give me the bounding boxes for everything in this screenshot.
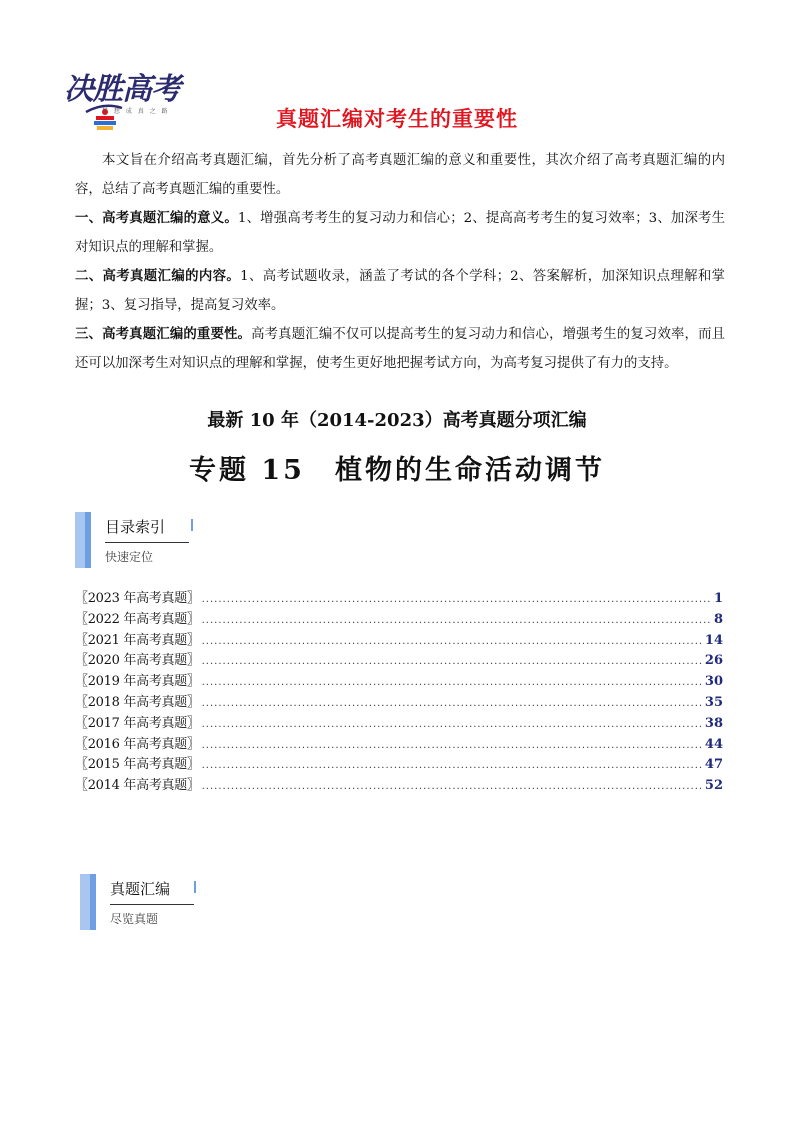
toc-entry[interactable] <box>75 755 723 776</box>
toc-entry-page: 38 <box>704 715 723 731</box>
toc-entry-label: 〖2014 年高考真题〗 <box>75 778 200 794</box>
toc-heading: 目录索引 <box>105 518 166 536</box>
page-title: 真题汇编对考生的重要性 <box>276 107 518 131</box>
toc-entry-label: 〖2016 年高考真题〗 <box>75 736 200 752</box>
toc-leader <box>202 632 703 653</box>
toc-leader <box>202 611 712 632</box>
toc-entry-label: 〖2018 年高考真题〗 <box>75 694 200 710</box>
toc-leader <box>202 694 703 715</box>
toc-entry-label: 〖2019 年高考真题〗 <box>75 674 200 690</box>
intro-item-1 <box>75 204 725 262</box>
intro-item-3 <box>75 320 725 378</box>
collection-subtitle: 最新 10 年（2014-2023）高考真题分项汇编 <box>207 410 587 431</box>
heading-mark-icon <box>191 519 193 531</box>
toc-entry-page: 47 <box>704 757 723 773</box>
toc-entry-page: 52 <box>704 778 723 794</box>
intro-paragraph: 本文旨在介绍高考真题汇编，首先分析了高考真题汇编的意义和重要性，其次介绍了高考真题汇编的内容，总结了高考真题汇编的重要性。 <box>75 153 725 197</box>
toc-entry-label: 〖2023 年高考真题〗 <box>75 591 200 606</box>
toc-entry-label: 〖2017 年高考真题〗 <box>75 715 200 731</box>
toc-entry-label: 〖2015 年高考真题〗 <box>75 757 200 773</box>
toc-section-header <box>75 512 215 568</box>
intro-item-2-text: 1、高考试题收录，涵盖了考试的各个学科；2、答案解析，加深知识点理解和掌握；3、复习指导，提高复习效率。 <box>75 269 725 313</box>
topic-name: 植物的生命活动调节 <box>334 455 605 486</box>
toc-entry-label: 〖2020 年高考真题〗 <box>75 653 200 669</box>
accent-bar-inner <box>90 874 96 930</box>
toc-leader <box>202 590 712 611</box>
toc-leader <box>202 652 703 673</box>
toc-entry-page: 35 <box>704 694 723 710</box>
toc-entry[interactable] <box>75 672 723 693</box>
toc-entry-label: 〖2022 年高考真题〗 <box>75 611 200 627</box>
toc-entry[interactable] <box>75 776 723 797</box>
intro-item-2 <box>75 262 725 320</box>
toc-entry-page: 8 <box>713 611 723 627</box>
questions-subheading: 尽览真题 <box>110 912 159 926</box>
intro-item-3-label: 三、高考真题汇编的重要性。 <box>75 326 252 342</box>
toc-entry[interactable] <box>75 714 723 735</box>
table-of-contents <box>75 589 723 797</box>
questions-heading: 真题汇编 <box>110 880 171 898</box>
toc-entry[interactable] <box>75 610 723 631</box>
toc-entry[interactable] <box>75 693 723 714</box>
topic-title <box>0 448 794 487</box>
intro-item-1-text: 1、增强高考考生的复习动力和信心；2、提高高考考生的复习效率；3、加深考生对知识点的理解和掌握。 <box>75 211 726 255</box>
topic-number: 专题 15 <box>189 455 305 486</box>
heading-underline <box>105 542 189 543</box>
toc-entry-page: 26 <box>704 653 723 669</box>
intro-item-2-label: 二、高考真题汇编的内容。 <box>75 268 241 284</box>
toc-entry-page: 1 <box>713 591 723 606</box>
heading-underline <box>110 904 194 905</box>
intro-item-3-text: 高考真题汇编不仅可以提高考生的复习动力和信心，增强考生的复习效率，而且还可以加深考生对知识点的理解和掌握，使考生更好地把握考试方向，为高考复习提供了有力的支持。 <box>75 327 726 371</box>
logo-text: 决胜高考 <box>64 72 180 107</box>
toc-entry[interactable] <box>75 651 723 672</box>
logo-tagline: 梦 想 成 真 之 路 <box>102 108 170 115</box>
toc-entry[interactable] <box>75 589 723 610</box>
toc-leader <box>202 673 703 694</box>
toc-entry-page: 30 <box>704 674 723 690</box>
toc-subheading: 快速定位 <box>105 550 154 564</box>
toc-leader <box>202 715 703 736</box>
questions-section-header <box>80 874 220 930</box>
toc-entry-page: 44 <box>704 736 723 752</box>
heading-mark-icon <box>194 881 196 893</box>
intro-block <box>75 146 725 378</box>
toc-leader <box>202 736 703 757</box>
toc-leader <box>202 756 703 777</box>
toc-leader <box>202 777 703 798</box>
intro-item-1-label: 一、高考真题汇编的意义。 <box>75 210 238 226</box>
accent-bar-inner <box>85 512 91 568</box>
toc-entry[interactable] <box>75 631 723 652</box>
toc-entry-label: 〖2021 年高考真题〗 <box>75 632 200 648</box>
toc-entry-page: 14 <box>704 632 723 648</box>
toc-entry[interactable] <box>75 735 723 756</box>
